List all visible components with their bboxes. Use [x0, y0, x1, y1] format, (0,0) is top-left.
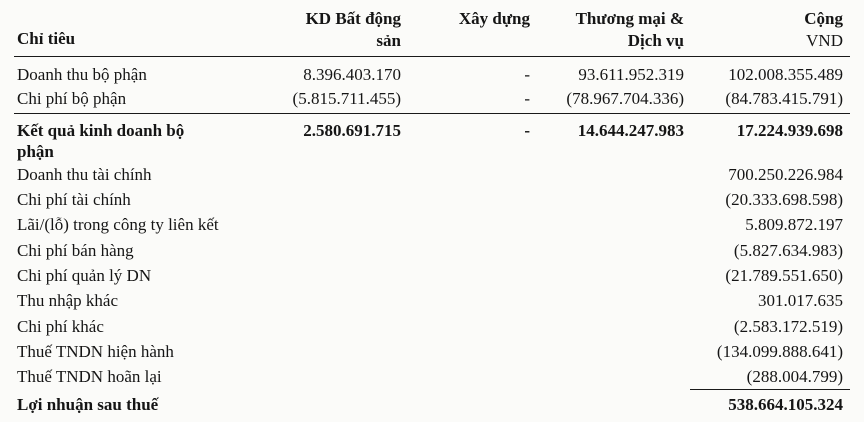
cell-total: (2.583.172.519) [733, 317, 843, 336]
cell-total: (134.099.888.641) [716, 342, 843, 361]
table-row [0, 164, 864, 190]
subtotal-rule [14, 113, 850, 114]
cell-xd: - [524, 65, 530, 84]
table-row-segment-result [0, 120, 864, 146]
table-row [0, 265, 864, 291]
row-label: Chi phí bộ phận [17, 89, 127, 108]
header-tm-line1: Thương mại & [575, 9, 684, 28]
cell-kd: (5.815.711.455) [292, 89, 401, 108]
table-row [0, 88, 864, 114]
table-row [0, 290, 864, 316]
row-label: Thu nhập khác [17, 291, 119, 310]
row-label: Doanh thu tài chính [17, 165, 152, 184]
cell-total: 538.664.105.324 [728, 395, 843, 414]
cell-total: 700.250.226.984 [728, 165, 843, 184]
cell-tm: 93.611.952.319 [578, 65, 684, 84]
row-label: Chi phí quản lý DN [17, 266, 152, 285]
cell-total: (84.783.415.791) [725, 89, 843, 108]
cell-kd: 8.396.403.170 [303, 65, 401, 84]
row-label: Thuế TNDN hiện hành [17, 342, 174, 361]
cell-kd: 2.580.691.715 [303, 121, 401, 140]
cell-total: (20.333.698.598) [725, 190, 843, 209]
header-kd-line2: sản [376, 31, 401, 50]
row-label: Chi phí bán hàng [17, 241, 134, 260]
cell-total: 102.008.355.489 [728, 65, 843, 84]
table-row [0, 189, 864, 215]
row-label: Kết quả kinh doanh bộ [17, 121, 185, 140]
table-row [0, 341, 864, 367]
table-row [0, 214, 864, 240]
cell-xd: - [524, 121, 530, 140]
header-thuong-mai-dich-vu [576, 8, 684, 52]
header-tm-line2: Dịch vụ [627, 31, 684, 50]
header-rule [14, 56, 850, 57]
cell-total: 301.017.635 [758, 291, 843, 310]
cell-total: (21.789.551.650) [725, 266, 843, 285]
row-label: Doanh thu bộ phận [17, 65, 147, 84]
table-row [0, 316, 864, 342]
cell-tm: (78.967.704.336) [566, 89, 684, 108]
row-label: Lợi nhuận sau thuế [17, 395, 159, 414]
header-xay-dung: Xây dựng [458, 9, 530, 28]
cell-tm: 14.644.247.983 [577, 121, 684, 140]
row-label: Chi phí khác [17, 317, 104, 336]
row-label: Thuế TNDN hoãn lại [17, 367, 162, 386]
header-total-line1: Cộng [804, 9, 843, 28]
header-chi-tieu: Chỉ tiêu [17, 29, 76, 48]
header-kd-line1: KD Bất động [305, 9, 401, 28]
cell-xd: - [524, 89, 530, 108]
row-label-continuation: phận [17, 142, 54, 161]
table-row [0, 64, 864, 90]
header-total-line2: VND [806, 31, 843, 50]
cell-total: (5.827.634.983) [733, 241, 843, 260]
cell-total: 17.224.939.698 [736, 121, 843, 140]
row-label: Lãi/(lỗ) trong công ty liên kết [17, 215, 219, 234]
header-kd-bat-dong-san [306, 8, 401, 52]
header-cong [804, 8, 843, 52]
table-row [0, 240, 864, 266]
cell-total: (288.004.799) [746, 367, 843, 386]
row-label: Chi phí tài chính [17, 190, 131, 209]
table-row-net-profit [0, 394, 864, 420]
cell-total: 5.809.872.197 [745, 215, 843, 234]
total-rule [690, 389, 850, 390]
